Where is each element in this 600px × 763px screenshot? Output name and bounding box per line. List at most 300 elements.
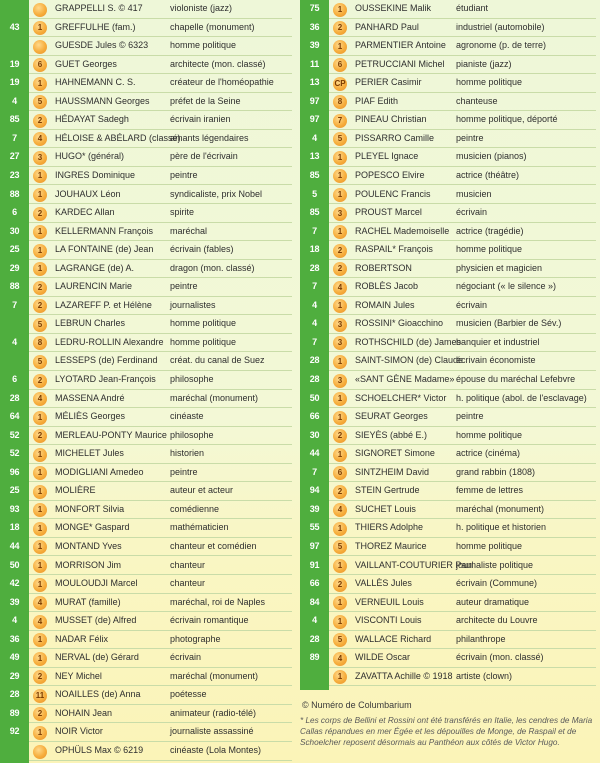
person-description: peintre xyxy=(170,169,198,180)
list-item xyxy=(300,631,600,650)
person-description: grand rabbin (1808) xyxy=(456,466,536,477)
list-item xyxy=(0,130,296,149)
division-number: 28 xyxy=(309,633,320,644)
division-number: 7 xyxy=(312,225,317,236)
person-name: PIAF Edith xyxy=(355,95,399,106)
person-name: ROBLÈS Jacob xyxy=(355,281,419,292)
list-item xyxy=(300,37,600,56)
person-description: écrivain (mon. classé) xyxy=(456,652,544,663)
person-description: peintre xyxy=(456,132,484,143)
person-name: SUCHET Louis xyxy=(355,503,416,514)
person-description: cinéaste xyxy=(170,411,204,422)
line-badge: 3 xyxy=(333,374,347,388)
line-badge: 8 xyxy=(333,95,347,109)
person-description: homme politique xyxy=(456,540,523,551)
line-badge: 2 xyxy=(33,299,47,313)
line-badge: 2 xyxy=(33,670,47,684)
list-item xyxy=(0,241,296,260)
person-name: HÉLOISE & ABÉLARD (classé) xyxy=(55,132,181,143)
line-badge: 1 xyxy=(33,188,47,202)
line-badge: 5 xyxy=(333,633,347,647)
person-name: LEBRUN Charles xyxy=(55,318,126,329)
person-name: KELLERMANN François xyxy=(55,225,154,236)
division-number: 29 xyxy=(9,670,20,681)
division-number: 7 xyxy=(312,336,317,347)
line-badge: 1 xyxy=(33,522,47,536)
person-name: «SANT GÈNE Madame» xyxy=(355,374,455,384)
list-item xyxy=(0,371,296,390)
person-name: MODIGLIANI Amedeo xyxy=(55,466,144,477)
person-description: épouse du maréchal Lefebvre xyxy=(456,374,576,384)
line-badge: 1 xyxy=(333,169,347,183)
person-description: industriel (automobile) xyxy=(456,21,545,32)
list-item xyxy=(300,278,600,297)
person-description: cinéaste (Lola Montes) xyxy=(170,745,262,755)
person-name: MONTAND Yves xyxy=(55,540,122,551)
list-item xyxy=(300,445,600,464)
person-name: GUESDE Jules © 6323 xyxy=(55,40,149,51)
division-number: 7 xyxy=(12,299,17,310)
person-description: musicien xyxy=(456,188,492,199)
division-number: 30 xyxy=(309,429,320,440)
person-description: agronome (p. de terre) xyxy=(456,40,547,51)
person-description: comédienne xyxy=(170,503,220,514)
line-badge: 1 xyxy=(333,559,347,573)
division-number: 4 xyxy=(312,318,317,329)
list-item xyxy=(300,390,600,409)
list-item xyxy=(0,519,296,538)
list-item xyxy=(0,575,296,594)
person-name: STEIN Gertrude xyxy=(355,485,420,496)
list-item xyxy=(300,557,600,576)
list-item xyxy=(0,111,296,130)
line-badge: 3 xyxy=(333,207,347,221)
person-name: MUSSET (de) Alfred xyxy=(55,615,137,626)
list-item xyxy=(0,631,296,650)
person-description: musicien (Barbier de Sév.) xyxy=(456,318,562,329)
person-name: SEURAT Georges xyxy=(355,411,428,422)
person-description: banquier et industriel xyxy=(456,336,540,347)
line-badge xyxy=(33,40,47,54)
division-number: 92 xyxy=(9,726,20,737)
line-badge: 1 xyxy=(33,244,47,258)
division-number: 18 xyxy=(9,522,20,533)
line-badge: 2 xyxy=(33,114,47,128)
list-item xyxy=(300,93,600,112)
line-badge: 1 xyxy=(33,448,47,462)
person-description: animateur (radio-télé) xyxy=(170,707,257,718)
list-item xyxy=(300,464,600,483)
line-badge: 1 xyxy=(33,652,47,666)
person-name: SINTZHEIM David xyxy=(355,466,430,477)
person-description: journaliste assassiné xyxy=(170,726,254,737)
division-number: 85 xyxy=(309,169,320,180)
person-name: JOUHAUX Léon xyxy=(55,188,121,199)
person-name: MOLIÈRE xyxy=(55,485,96,496)
line-badge xyxy=(33,3,47,17)
division-number: 89 xyxy=(309,652,320,663)
person-description: homme politique, déporté xyxy=(456,114,558,125)
person-description: journaliste politique xyxy=(456,559,534,570)
line-badge: 1 xyxy=(33,169,47,183)
person-description: artiste (clown) xyxy=(456,670,513,681)
list-item xyxy=(0,668,296,687)
person-description: étudiant xyxy=(456,3,489,13)
row-divider xyxy=(329,685,596,686)
line-badge: 1 xyxy=(333,299,347,313)
division-number: 39 xyxy=(309,503,320,514)
list-item xyxy=(300,612,600,631)
person-name: POULENC Francis xyxy=(355,188,431,199)
person-name: ROMAIN Jules xyxy=(355,299,415,310)
list-item xyxy=(300,315,600,334)
person-name: SIEYÈS (abbé E.) xyxy=(355,429,428,440)
person-name: SAINT-SIMON (de) Claude xyxy=(355,355,464,366)
person-name: MORRISON Jim xyxy=(55,559,121,570)
person-description: père de l'écrivain xyxy=(170,151,238,162)
line-badge: CP xyxy=(333,77,347,91)
list-item xyxy=(0,0,296,19)
person-name: ROSSINI* Gioacchino xyxy=(355,318,444,329)
list-item xyxy=(0,56,296,75)
person-description: pianiste (jazz) xyxy=(456,58,512,69)
list-item xyxy=(300,408,600,427)
list-item xyxy=(300,594,600,613)
division-number: 55 xyxy=(309,522,320,533)
list-item xyxy=(300,241,600,260)
division-number: 88 xyxy=(9,281,20,292)
division-number: 88 xyxy=(9,188,20,199)
division-number: 91 xyxy=(309,559,320,570)
person-name: PARMENTIER Antoine xyxy=(355,40,446,51)
division-number: 6 xyxy=(12,207,17,218)
person-description: maréchal (monument) xyxy=(456,503,545,514)
line-badge: 5 xyxy=(333,132,347,146)
list-item xyxy=(0,93,296,112)
person-description: écrivain xyxy=(456,299,488,310)
person-description: négociant (« le silence ») xyxy=(456,281,557,292)
list-item xyxy=(0,148,296,167)
list-item xyxy=(300,74,600,93)
line-badge: 8 xyxy=(33,336,47,350)
person-name: WALLACE Richard xyxy=(355,633,432,644)
person-name: LESSEPS (de) Ferdinand xyxy=(55,355,158,366)
list-item xyxy=(0,315,296,334)
line-badge: 5 xyxy=(33,355,47,369)
person-description: chanteur xyxy=(170,559,206,570)
line-badge: 3 xyxy=(333,336,347,350)
person-name: MÉLIÈS Georges xyxy=(55,411,126,422)
list-item xyxy=(0,74,296,93)
person-description: journalistes xyxy=(170,299,216,310)
person-name: MASSENA André xyxy=(55,392,125,403)
division-number: 7 xyxy=(12,132,17,143)
person-description: violoniste (jazz) xyxy=(170,3,233,13)
division-number: 28 xyxy=(9,392,20,403)
division-number: 97 xyxy=(309,95,320,106)
line-badge: 1 xyxy=(33,466,47,480)
list-item xyxy=(300,0,600,19)
line-badge: 2 xyxy=(333,21,347,35)
list-item xyxy=(0,278,296,297)
division-number: 7 xyxy=(312,281,317,292)
line-badge: 1 xyxy=(333,151,347,165)
list-item xyxy=(0,427,296,446)
person-description: homme politique xyxy=(456,244,523,255)
line-badge: 4 xyxy=(33,615,47,629)
line-badge: 6 xyxy=(33,58,47,72)
line-badge: 4 xyxy=(33,392,47,406)
person-description: amants légendaires xyxy=(170,132,249,143)
person-name: NOAILLES (de) Anna xyxy=(55,689,141,700)
person-description: syndicaliste, prix Nobel xyxy=(170,188,263,199)
line-badge: 1 xyxy=(33,485,47,499)
person-description: physicien et magicien xyxy=(456,262,543,273)
division-number: 44 xyxy=(9,540,20,551)
person-name: VALLÈS Jules xyxy=(355,578,412,589)
list-item xyxy=(0,186,296,205)
line-badge: 2 xyxy=(33,374,47,388)
person-name: HÉDAYAT Sadegh xyxy=(55,114,129,125)
list-item xyxy=(300,334,600,353)
person-description: écrivain iranien xyxy=(170,114,231,125)
line-badge: 1 xyxy=(333,411,347,425)
person-name: PERIER Casimir xyxy=(355,77,422,88)
line-badge: 3 xyxy=(33,151,47,165)
person-name: NEY Michel xyxy=(55,670,102,681)
list-item xyxy=(0,538,296,557)
line-badge: 6 xyxy=(333,58,347,72)
person-name: MONGE* Gaspard xyxy=(55,522,130,533)
line-badge: 2 xyxy=(33,281,47,295)
line-badge: 1 xyxy=(33,411,47,425)
person-name: LYOTARD Jean-François xyxy=(55,374,156,384)
line-badge: 1 xyxy=(33,225,47,239)
division-number: 6 xyxy=(12,374,17,384)
person-description: philanthrope xyxy=(456,633,506,644)
person-name: HAHNEMANN C. S. xyxy=(55,77,136,88)
line-badge: 4 xyxy=(33,596,47,610)
division-number: 4 xyxy=(312,615,317,626)
line-badge: 2 xyxy=(333,485,347,499)
line-badge: 1 xyxy=(33,726,47,740)
division-number: 25 xyxy=(9,485,20,496)
person-name: SIGNORET Simone xyxy=(355,448,435,459)
list-item xyxy=(0,445,296,464)
division-number: 43 xyxy=(9,21,20,32)
person-description: maréchal, roi de Naples xyxy=(170,596,266,607)
division-number: 52 xyxy=(9,429,20,440)
line-badge: 2 xyxy=(33,707,47,721)
person-name: WILDE Oscar xyxy=(355,652,411,663)
footnote: * Les corps de Bellini et Rossini ont été transférés en Italie, les cendres de Maria Callas répandues en mer Égée et les dépouilles de Monge, de Raspail et de Schoelcher reposent désormais au Panthéon aux côtés de Victor Hugo. xyxy=(300,716,593,747)
line-badge: 2 xyxy=(33,207,47,221)
person-description: chanteur xyxy=(170,578,206,589)
division-number: 4 xyxy=(12,336,17,347)
person-description: musicien (pianos) xyxy=(456,151,527,162)
person-description: maréchal xyxy=(170,225,208,236)
list-item xyxy=(300,223,600,242)
person-name: LEDRU-ROLLIN Alexandre xyxy=(55,336,164,347)
line-badge: 4 xyxy=(333,652,347,666)
division-number: 85 xyxy=(309,207,320,218)
person-name: MURAT (famille) xyxy=(55,596,121,607)
person-description: écrivain romantique xyxy=(170,615,249,626)
person-description: peintre xyxy=(456,411,484,422)
person-name: PROUST Marcel xyxy=(355,207,422,218)
person-name: MERLEAU-PONTY Maurice xyxy=(55,429,167,440)
person-name: NOHAIN Jean xyxy=(55,707,113,718)
list-item xyxy=(0,167,296,186)
person-description: chanteur et comédien xyxy=(170,540,257,551)
list-item xyxy=(0,649,296,668)
division-number: 4 xyxy=(312,299,317,310)
line-badge: 1 xyxy=(333,392,347,406)
line-badge: 4 xyxy=(33,132,47,146)
division-number: 50 xyxy=(9,559,20,570)
person-description: peintre xyxy=(170,466,198,477)
person-name: RASPAIL* François xyxy=(355,244,433,255)
person-description: homme politique xyxy=(456,77,523,88)
person-description: architecte du Louvre xyxy=(456,615,538,626)
division-number: 7 xyxy=(312,466,317,477)
division-number: 28 xyxy=(9,689,20,700)
line-badge: 1 xyxy=(333,596,347,610)
line-badge: 1 xyxy=(33,21,47,35)
list-item xyxy=(0,501,296,520)
line-badge: 5 xyxy=(33,318,47,332)
person-description: écrivain (Commune) xyxy=(456,578,538,589)
person-description: h. politique (abol. de l'esclavage) xyxy=(456,392,587,403)
division-number: 13 xyxy=(309,77,320,88)
list-item xyxy=(0,352,296,371)
list-item xyxy=(300,56,600,75)
division-number: 94 xyxy=(309,485,320,496)
line-badge: 1 xyxy=(333,3,347,17)
person-description: femme de lettres xyxy=(456,485,524,496)
person-description: actrice (cinéma) xyxy=(456,448,521,459)
division-number: 89 xyxy=(9,707,20,718)
list-item xyxy=(300,575,600,594)
person-description: écrivain économiste xyxy=(456,355,536,366)
person-description: peintre xyxy=(170,281,198,292)
person-name: HAUSSMANN Georges xyxy=(55,95,150,106)
person-name: THOREZ Maurice xyxy=(355,540,427,551)
person-name: MOULOUDJI Marcel xyxy=(55,578,138,589)
list-item xyxy=(300,668,600,687)
list-item xyxy=(0,390,296,409)
list-item xyxy=(0,612,296,631)
person-description: historien xyxy=(170,448,205,459)
division-number: 28 xyxy=(309,374,320,384)
division-number: 23 xyxy=(9,169,20,180)
person-description: auteur et acteur xyxy=(170,485,234,496)
division-number: 96 xyxy=(9,466,20,477)
line-badge: 1 xyxy=(333,188,347,202)
person-name: ZAVATTA Achille © 1918 xyxy=(355,670,453,681)
list-item xyxy=(300,148,600,167)
division-number: 66 xyxy=(309,411,320,422)
division-number: 13 xyxy=(309,151,320,162)
list-item xyxy=(300,297,600,316)
person-description: maréchal (monument) xyxy=(170,392,259,403)
list-item xyxy=(300,204,600,223)
division-number: 64 xyxy=(9,411,20,422)
division-number: 4 xyxy=(312,132,317,143)
line-badge: 7 xyxy=(333,114,347,128)
line-badge: 1 xyxy=(33,559,47,573)
list-item xyxy=(0,723,296,742)
person-name: NERVAL (de) Gérard xyxy=(55,652,139,663)
division-number: 5 xyxy=(312,188,317,199)
person-name: NADAR Félix xyxy=(55,633,109,644)
person-description: philosophe xyxy=(170,374,214,384)
list-item xyxy=(0,464,296,483)
person-description: homme politique xyxy=(170,336,237,347)
person-name: OUSSEKINE Malik xyxy=(355,3,432,13)
line-badge: 1 xyxy=(33,262,47,276)
list-item xyxy=(0,297,296,316)
division-number: 29 xyxy=(9,262,20,273)
person-name: ROBERTSON xyxy=(355,262,412,273)
division-number: 39 xyxy=(309,40,320,51)
line-badge: 5 xyxy=(33,95,47,109)
person-name: VISCONTI Louis xyxy=(355,615,422,626)
person-description: mathématicien xyxy=(170,522,229,533)
person-description: auteur dramatique xyxy=(456,596,530,607)
division-number: 4 xyxy=(12,95,17,106)
person-name: PETRUCCIANI Michel xyxy=(355,58,445,69)
person-name: GUET Georges xyxy=(55,58,117,69)
list-item xyxy=(300,260,600,279)
person-name: INGRES Dominique xyxy=(55,169,136,180)
division-number: 39 xyxy=(9,596,20,607)
person-description: philosophe xyxy=(170,429,214,440)
list-item xyxy=(0,37,296,56)
person-description: dragon (mon. classé) xyxy=(170,262,255,273)
line-badge: 1 xyxy=(333,615,347,629)
division-number: 93 xyxy=(9,503,20,514)
line-badge: 1 xyxy=(333,40,347,54)
line-badge: 2 xyxy=(333,244,347,258)
line-badge: 1 xyxy=(333,448,347,462)
person-name: RACHEL Mademoiselle xyxy=(355,225,450,236)
division-number: 28 xyxy=(309,262,320,273)
person-description: homme politique xyxy=(170,40,237,51)
person-description: h. politique et historien xyxy=(456,522,547,533)
division-number: 30 xyxy=(9,225,20,236)
line-badge: 1 xyxy=(333,522,347,536)
person-name: LAGRANGE (de) A. xyxy=(55,262,135,273)
person-description: homme politique xyxy=(170,318,237,329)
person-name: LAURENCIN Marie xyxy=(55,281,133,292)
person-name: MONFORT Silvia xyxy=(55,503,125,514)
list-item xyxy=(0,334,296,353)
list-item xyxy=(300,186,600,205)
person-name: PLEYEL Ignace xyxy=(355,151,419,162)
person-description: créateur de l'homéopathie xyxy=(170,77,274,88)
line-badge: 6 xyxy=(333,466,347,480)
list-item xyxy=(0,204,296,223)
person-name: PANHARD Paul xyxy=(355,21,419,32)
person-description: maréchal (monument) xyxy=(170,670,259,681)
line-badge: 2 xyxy=(333,262,347,276)
division-number: 97 xyxy=(309,540,320,551)
division-number: 36 xyxy=(9,633,20,644)
division-number: 84 xyxy=(309,596,320,607)
line-badge: 1 xyxy=(33,540,47,554)
division-number: 19 xyxy=(9,77,20,88)
